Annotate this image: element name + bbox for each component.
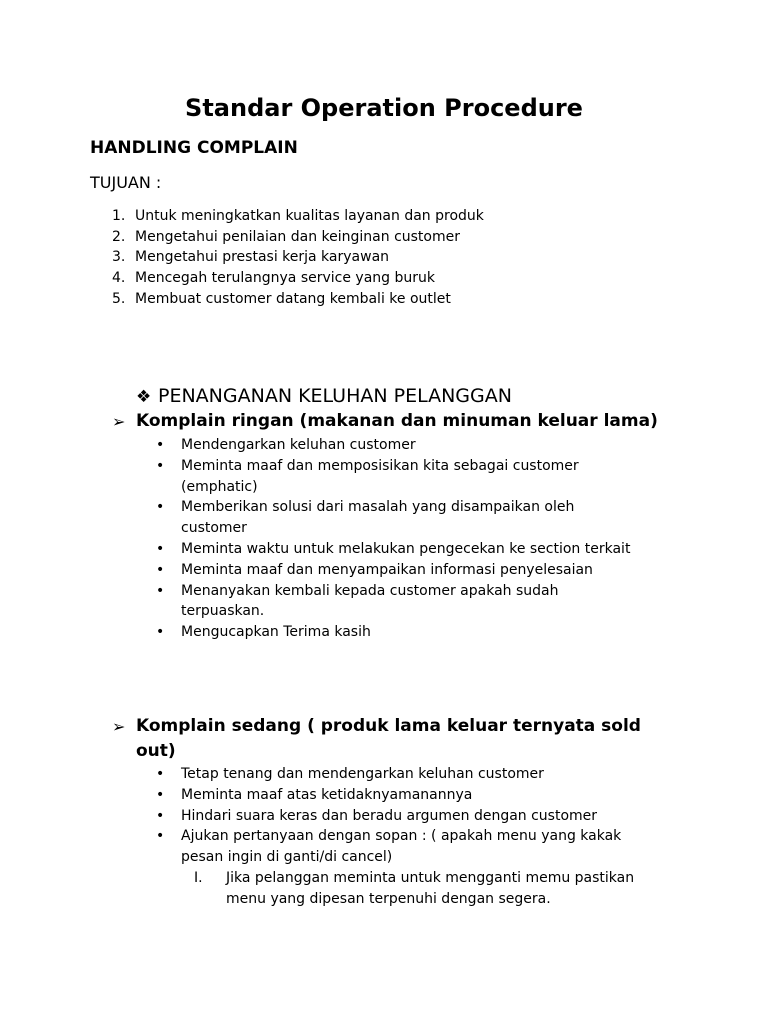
list-item [0,435,681,456]
list-item [0,868,676,910]
list-item-text: Memberikan solusi dari masalah yang disampaikan oleh customer [181,499,575,537]
tujuan-label: TUJUAN : [90,173,162,192]
section-heading-text: PENANGANAN KELUHAN PELANGGAN [158,385,512,407]
subheading-text: Komplain ringan (makanan dan minuman keluar lama) [136,411,658,431]
bullet-icon: • [156,457,165,474]
bullet-icon: • [156,582,165,599]
bullet-icon: • [156,437,165,453]
list-item [0,581,681,623]
ringan-steps-list [0,435,681,643]
list-number: I. [194,870,203,886]
list-item-text: Mengetahui prestasi kerja karyawan [135,249,390,266]
list-item-text: Jika pelanggan meminta untuk mengganti memu pastikan menu yang dipesan terpenuhi dengan segera. [226,870,635,907]
list-item [0,497,681,539]
bullet-icon: • [156,828,165,845]
list-item-text: Membuat customer datang kembali ke outlet [135,290,451,307]
list-number: 5. [112,290,126,307]
list-item [0,539,681,560]
sedang-sub-steps-list [0,868,676,910]
bullet-icon: • [156,786,165,803]
diamond-bullet-icon: ❖ [136,387,152,407]
bullet-icon: • [156,807,165,824]
bullet-icon: • [156,561,165,578]
list-item-text: Mengetahui penilaian dan keinginan customer [135,228,460,245]
subheading-komplain-ringan [112,409,692,434]
list-item-text: Mencegah terulangnya service yang buruk [135,270,435,287]
list-item-text: Mendengarkan keluhan customer [181,437,416,453]
arrow-bullet-icon: ➢ [112,717,126,736]
list-item [0,622,681,643]
section-heading-penanganan [136,383,512,410]
list-item [0,806,681,827]
list-number: 4. [112,270,126,287]
list-item [0,456,681,498]
list-item [0,560,681,581]
list-number: 2. [112,228,126,245]
list-item-text: Untuk meningkatkan kualitas layanan dan produk [135,208,484,224]
list-number: 3. [112,249,126,266]
list-item-text: Meminta maaf dan menyampaikan informasi penyelesaian [181,561,593,578]
list-item-text: Meminta maaf dan memposisikan kita sebagai customer (emphatic) [181,457,579,495]
list-item-text: Meminta waktu untuk melakukan pengecekan ke section terkait [181,540,631,557]
list-item-text: Meminta maaf atas ketidaknyamanannya [181,786,473,803]
list-number: 1. [112,208,126,224]
arrow-bullet-icon: ➢ [112,412,126,431]
bullet-icon: • [156,499,165,516]
list-item-text: Tetap tenang dan mendengarkan keluhan customer [181,766,544,782]
sedang-steps-list [0,764,681,868]
document-title: Standar Operation Procedure [185,94,583,122]
bullet-icon: • [156,624,165,641]
bullet-icon: • [156,766,165,782]
list-item [0,785,681,806]
list-item-text: Menanyakan kembali kepada customer apakah sudah terpuaskan. [181,582,559,620]
list-item [0,764,681,785]
section-heading-handling-complain: HANDLING COMPLAIN [90,138,298,158]
subheading-text: Komplain sedang ( produk lama keluar ternyata sold out) [136,716,641,761]
subheading-komplain-sedang [112,714,672,764]
list-item-text: Mengucapkan Terima kasih [181,624,371,641]
list-item-text: Hindari suara keras dan beradu argumen dengan customer [181,807,598,824]
bullet-icon: • [156,540,165,557]
list-item [0,826,681,868]
list-item-text: Ajukan pertanyaan dengan sopan : ( apakah menu yang kakak pesan ingin di ganti/di cancel) [181,828,622,866]
